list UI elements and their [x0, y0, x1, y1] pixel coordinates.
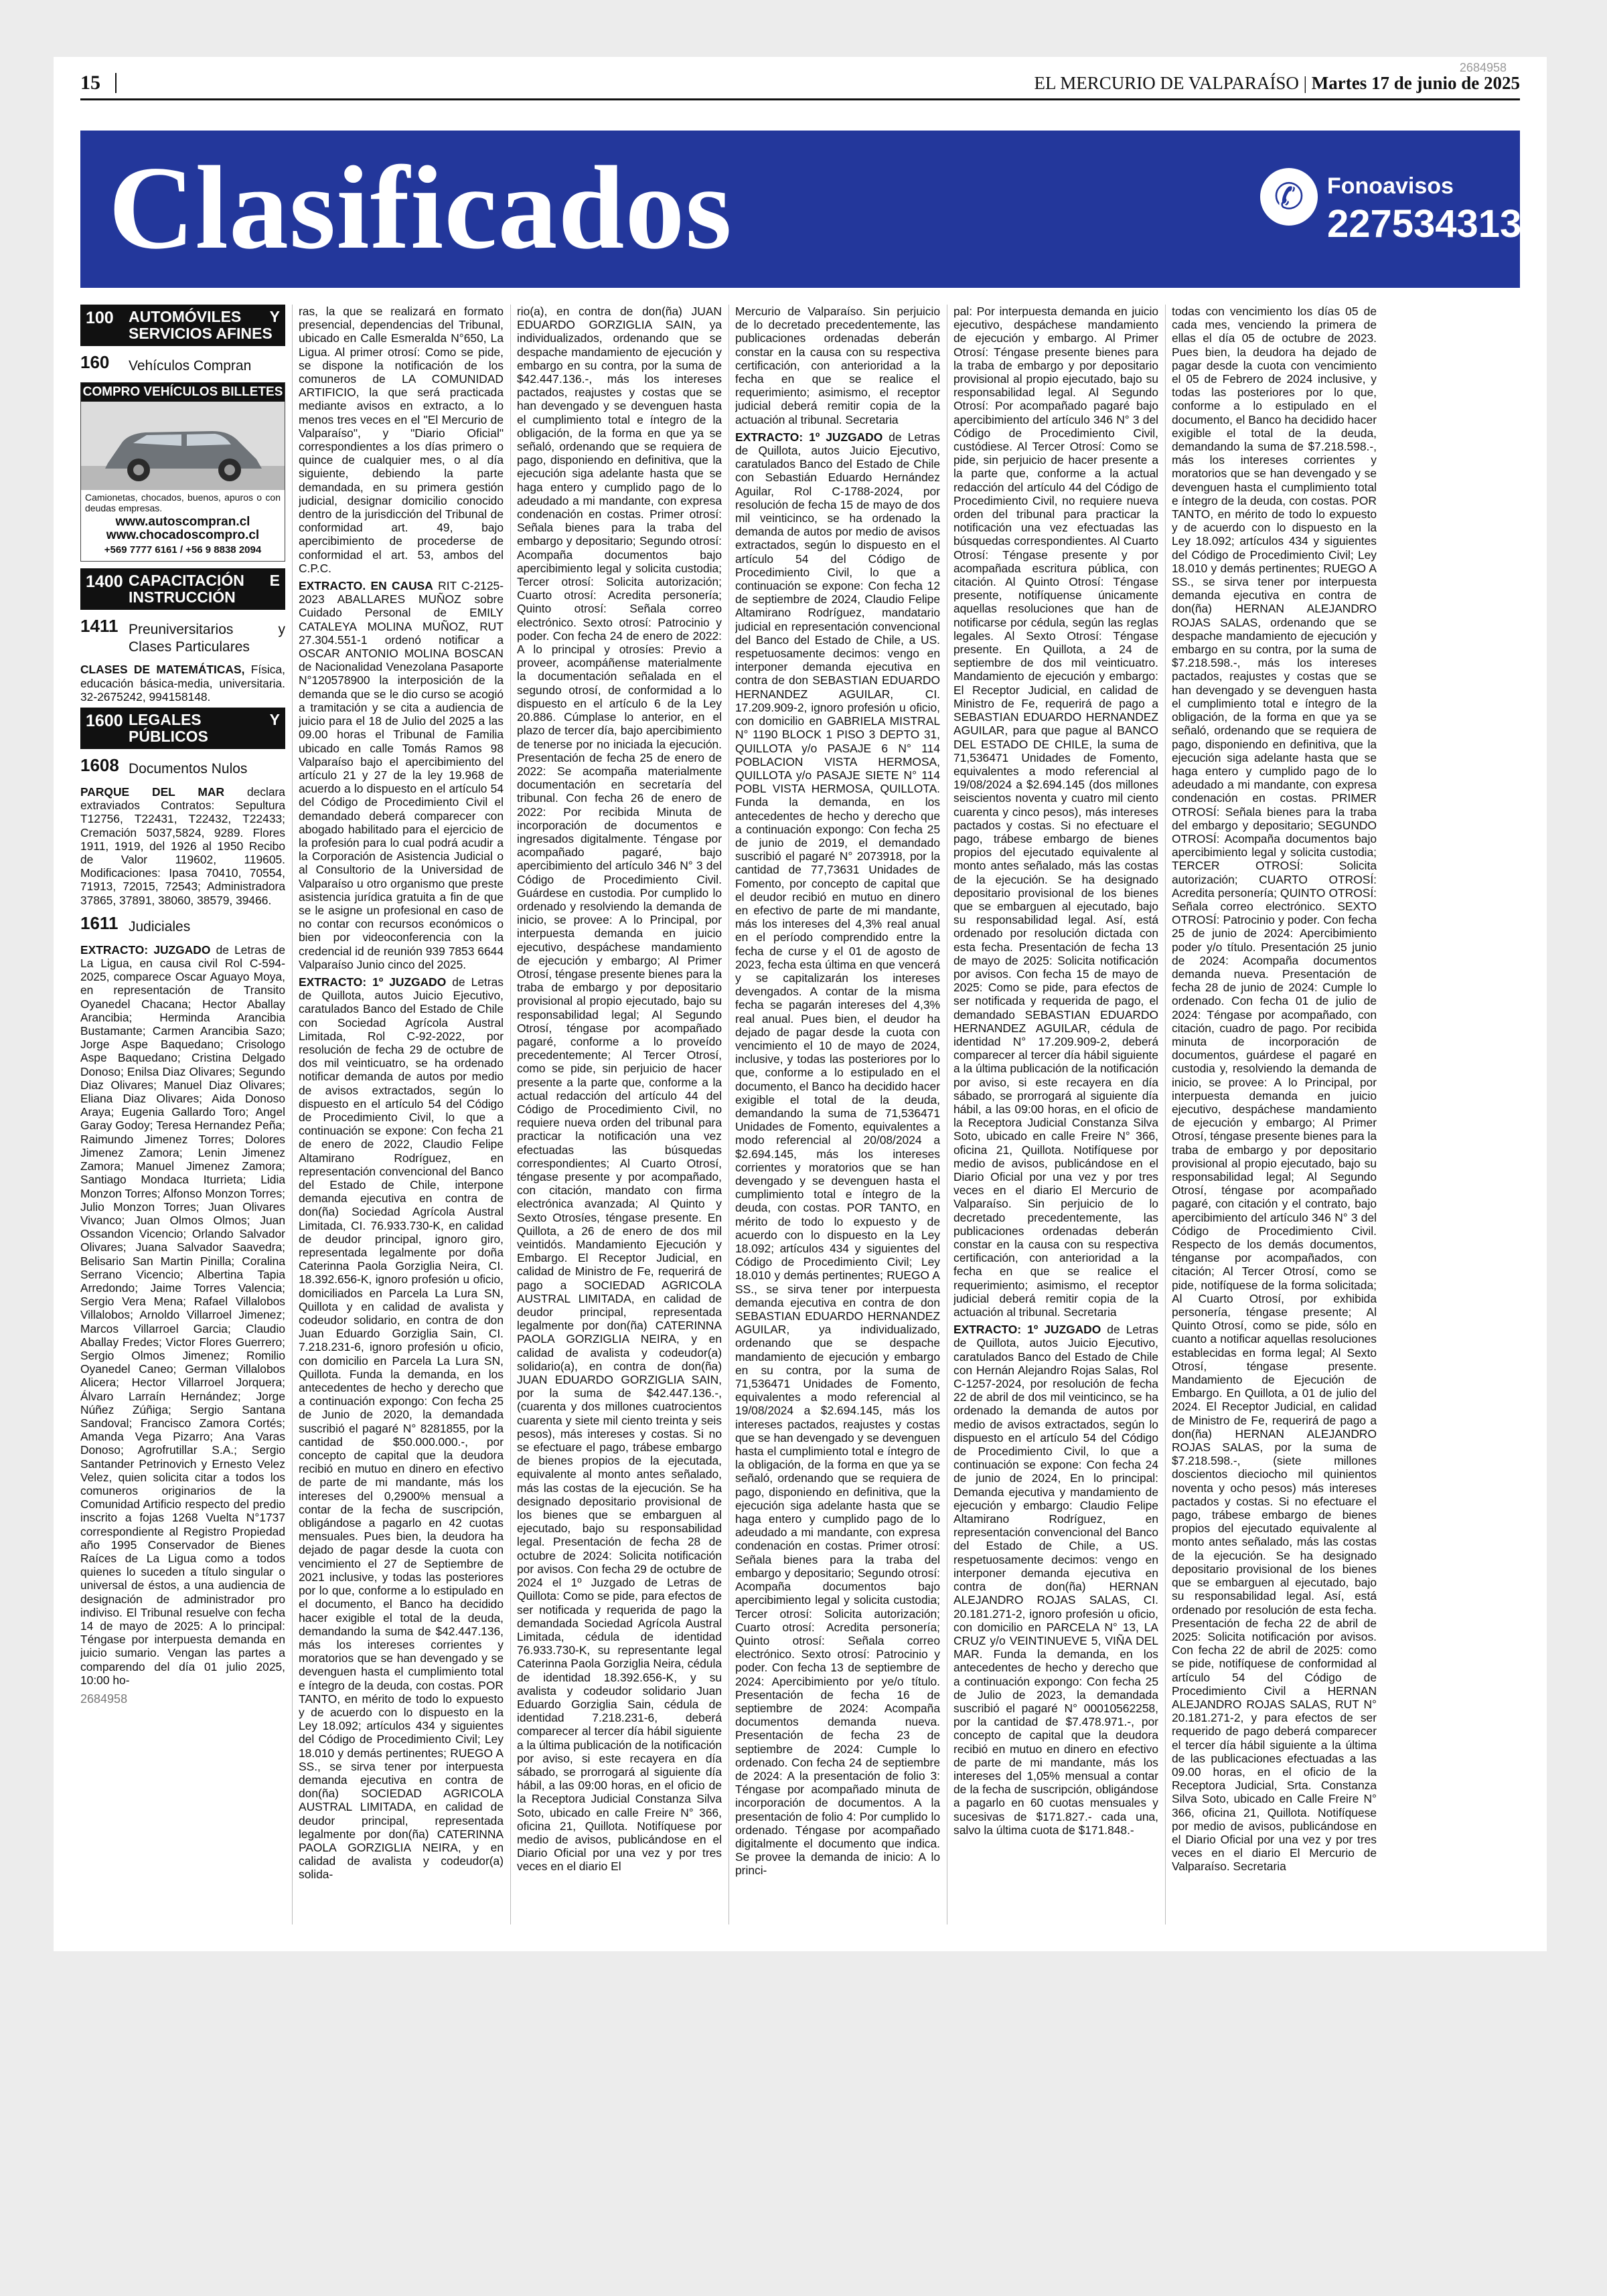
car-ad-url-1[interactable]: www.autoscompran.cl: [115, 515, 250, 529]
classified-columns: [80, 305, 1520, 1924]
column-2: [299, 305, 504, 1924]
column-4: [735, 305, 940, 1924]
page-header: [80, 72, 1520, 100]
notice-text: Mercurio de Valparaíso. Sin perjuicio de lo decretado precedentemente, las publicaciones ordenadas deberán constar en la causa con su respectiva certificación, con anterioridad a la fecha en que se realice el requerimiento; asimismo, el receptor judicial deberá remitir copia de la actuación al tribunal. Secretaria: [735, 305, 940, 426]
section-160-header: 160 Vehículos Compran: [80, 352, 252, 374]
clases-ad: CLASES DE MATEMÁTICAS, Física, educación básica-media, universitaria. 32-2675242, 994158148.: [80, 663, 285, 704]
extracto-quillota-3: EXTRACTO: 1º JUZGADO de Letras de Quillota, autos Juicio Ejecutivo, caratulados Banco del Estado de Chile con Hernán Alejandro Rojas Salas, Rol C-1257-2024, por resolución de fecha 22 de abril de dos mil veinticinco, se ha ordenado la demanda de autos por medio de avisos extractados, según lo dispuesto en el artículo 54 del Código de Procedimiento Civil, lo que a continuación se expone: Con fecha 24 de junio de 2024, En lo principal: Demanda ejecutiva y mandamiento de ejecución y embargo: Claudio Felipe Altamirano Rodríguez, en representación convencional del Banco del Estado de Chile, a US. respetuosamente decimos: vengo en interponer demanda ejecutiva en contra de don(ña) HERNAN ALEJANDRO ROJAS SALAS, CI. 20.181.271-2, ignoro profesión u oficio, con domicilio en PARCELA N° 13, LA CRUZ y/o VEINTINUEVE 5, VIÑA DEL MAR. Funda la demanda, en los antecedentes de hecho y derecho que a continuación expongo: Con fecha 25 de Julio de 2023, la demandada suscribió el pagaré N° 00010562258, por la cantidad de $7.478.971.-, por concepto de capital que la deudora recibió en mutuo en dinero en efectivo de parte de mi mandante, más los intereses del 1,05% mensual a contar de la fecha de suscripción, obligándose a pagarlo en 60 cuotas mensuales y sucesivas de $171.827.- cada una, salvo la última cuota de $171.848.-: [953, 1323, 1158, 1837]
car-photo-icon: [81, 402, 285, 490]
fonoavisos-number: 227534313: [1327, 202, 1522, 246]
notice-text: rio(a), en contra de don(ña) JUAN EDUARDO GORZIGLIA SAIN, ya individualizados, ordenando que se despache mandamiento de ejecución y embargo en su contra, por la suma de $42.447.136.-, más los intereses pactados, reajustes y costas que se han devengado y se devenguen hasta el cumplimiento total e íntegro de la obligación, de la forma en que ya se señaló, ordenando que se requiera de pago, disponiendo en definitiva, que la ejecución siga adelante hasta que se haga entero y cumplido pago de lo adeudado a mi mandante, con expresa condenación en costas. Primer otrosí: Señala bienes para la traba del embargo y depositario; Segundo otrosí: Acompaña documentos bajo apercibimiento legal y solicita custodia; Tercer otrosí: Solicita autorización; Cuarto otrosí: Acredita personería; Quinto otrosí: Señala correo electrónico. Sexto otrosí: Patrocinio y poder. Con fecha 24 de enero de 2022: A lo principal y otrosíes: Previo a proveer, acompáñense materialmente la documentación señalada en el segundo otrosí, de conformidad a lo dispuesto en el artículo 6 de la Ley 20.886. Cúmplase lo anterior, en el plazo de tercer día, bajo apercibimiento de tenerse por no iniciada la ejecución. Presentación de fecha 25 de enero de 2022: Se acompaña materialmente documentación en secretaría del tribunal. Con fecha 26 de enero de 2022: Por recibida Minuta de incorporación de documentos e ingresados digitalmente. Téngase por acompañado pagaré, bajo apercibimiento del artículo 346 N° 3 del Código de Procedimiento Civil. Guárdese en custodia. Por cumplido lo ordenado y resolviendo la demanda de inicio, se provee: A lo Principal, por interpuesta demanda en juicio ejecutivo, despáchese mandamiento de ejecución y embargo; Al Primer Otrosí, téngase presente bienes para la traba de embargo y por depositario provisional al propio ejecutado, bajo su responsabilidad legal; Al Segundo Otrosí, téngase por acompañado pagaré, conforme a lo proveído precedentemente; Al Tercer Otrosí, como se pide, sin perjuicio de hacer presente a la parte que, conforme a la actual redacción del artículo 44 del Código de Procedimiento Civil, no requiere nueva orden del tribunal para practicar la notificación una vez efectuadas las búsquedas correspondientes; Al Cuarto Otrosí, téngase presente y por acompañado, con citación, mandato con firma electrónica avanzada; Al Quinto y Sexto Otrosíes, téngase presente. En Quillota, a 26 de enero de dos mil veintidós. Mandamiento Ejecución y Embargo. El Receptor Judicial, en calidad de Ministro de Fe, requerirá de pago a SOCIEDAD AGRICOLA AUSTRAL LIMITADA, en calidad de deudor principal, representada legalmente por don(ña) CATERINNA PAOLA GORZIGLIA NEIRA, y en calidad de avalista y codeudor(a) solidario(a), en contra de don(ña) JUAN EDUARDO GORZIGLIA SAIN, por la suma de $42.447.136.-, (cuarenta y dos millones cuatrocientos cuarenta y siete mil ciento treinta y seis pesos), más intereses y costas. Si no se efectuare el pago, trábese embargo de bienes propios de la ejecutada, equivalente al monto antes señalado, más las costas de la ejecución. Se ha designado depositario provisional de los bienes que se embarguen al ejecutado, bajo su responsabilidad legal. Presentación de fecha 28 de octubre de 2024: Solicita notificación por avisos. Con fecha 29 de octubre de 2024 el 1º Juzgado de Letras de Quillota: Como se pide, para efectos de ser notificada y requerida de pago la demandada Sociedad Agrícola Austral Limitada, cédula de identidad 76.933.730-K, su representante legal Caterinna Paola Gorziglia Neira, cédula de identidad 18.392.656-K, y su avalista y codeudor solidario Juan Eduardo Gorziglia Sain, cédula de identidad 7.218.231-6, deberá comparecer al tercer día hábil siguiente a la última publicación de la notificación por aviso, si este recayera en día sábado, se prorrogará al siguiente día hábil, a las 09:00 horas, en el oficio de la Receptora Judicial Constanza Silva Soto, ubicado en calle Freire N° 366, oficina 21, Quillota. Notifíquese por medio de avisos, publicándose en el Diario Oficial por una vez y por tres veces en el diario El: [517, 305, 722, 1874]
extracto-quillota-1: EXTRACTO: 1º JUZGADO de Letras de Quillota, autos Juicio Ejecutivo, caratulados Banco del Estado de Chile con Sociedad Agrícola Austral Limitada, Rol C-92-2022, por resolución de fecha 29 de octubre de dos mil veinticuatro, se ha ordenado notificar demanda de autos por medio de avisos extractados, según lo dispuesto en el artículo 54 del Código de Procedimiento Civil, lo que a continuación se expone: Con fecha 21 de enero de 2022, Claudio Felipe Altamirano Rodríguez, en representación convencional del Banco del Estado de Chile, interpone demanda ejecutiva en contra de don(ña) Sociedad Agrícola Austral Limitada, CI. 76.933.730-K, en calidad de deudor principal, ignoro giro, representada legalmente por doña Caterinna Paola Gorziglia Neira, CI. 18.392.656-K, ignoro profesión u oficio, domiciliados en Parcela La Lura SN, Quillota y en calidad de avalista y codeudor solidario, en contra de don Juan Eduardo Gorziglia Sain, CI. 7.218.231-6, ignoro profesión u oficio, con domicilio en Parcela La Lura SN, Quillota. Funda la demanda, en los antecedentes de hecho y derecho que a continuación expongo: Con fecha 25 de Junio de 2020, la demandada suscribió el pagaré N° 8281855, por la cantidad de $50.000.000.-, por concepto de capital que la deudora recibió en mutuo en dinero en efectivo de parte de mi mandante, más los intereses del 0,2900% mensual a contar de la fecha de suscripción, obligándose a pagarlo en 42 cuotas mensuales. Pues bien, la deudora ha dejado de pagar desde la cuota con vencimiento el 27 de Septiembre de 2021 inclusive, y todas las posteriores por lo que, conforme a lo estipulado en el documento, el Banco ha decidido hacer exigible el total de la deuda, demandando la suma de $42.447.136, más los intereses corrientes y moratorios que se han devengado y se devenguen hasta el cumplimiento total e íntegro de la deuda, con costas. POR TANTO, en mérito de todo lo expuesto y de acuerdo con lo dispuesto en la Ley 18.092; artículos 434 y siguientes del Código de Procedimiento Civil; Ley 18.010 y demás pertinentes; RUEGO A SS., se sirva tener por interpuesta demanda ejecutiva en contra de don(ña) SOCIEDAD AGRICOLA AUSTRAL LIMITADA, en calidad de deudor principal, representada legalmente por don(ña) CATERINNA PAOLA GORZIGLIA NEIRA, y en calidad de avalista y codeudor(a) solida-: [299, 975, 504, 1882]
section-1608-header: 1608 Documentos Nulos: [80, 755, 248, 777]
column-1: [80, 305, 285, 1924]
newspaper-page: [54, 57, 1547, 1951]
nulos-notice: PARQUE DEL MAR declara extraviados Contratos: Sepultura T12756, T22431, T22432, T22433; Cremación 5037,5824, 9289. Flores 1911, 1919, del 1926 al 1950 Recibo de Valor 119602, 119605. Modificaciones: Ipasa 70410, 70554, 71913, 72015, 72543; Administradora 37865, 37891, 38060, 38579, 39466.: [80, 785, 285, 907]
car-ad-phones: +569 7777 6161 / +56 9 8838 2094: [104, 544, 262, 556]
extracto-quillota-2: EXTRACTO: 1º JUZGADO de Letras de Quillota, autos Juicio Ejecutivo, caratulados Banco del Estado de Chile con Sebastián Eduardo Hernández Aguilar, Rol C-1788-2024, por resolución de fecha 15 de mayo de dos mil veinticinco, se ha ordenado la demanda de autos por medio de avisos extractados, según lo dispuesto en el artículo 54 del Código de Procedimiento Civil, lo que a continuación se expone: Con fecha 12 de septiembre de 2024, Claudio Felipe Altamirano Rodríguez, mandatario judicial en representación convencional del Banco del Estado de Chile, a US. respetuosamente decimos: vengo en interponer demanda ejecutiva en contra de don SEBASTIAN EDUARDO HERNANDEZ AGUILAR, CI. 17.209.909-2, ignoro profesión u oficio, con domicilio en GABRIELA MISTRAL N° 1190 BLOCK 1 PISO 3 DEPTO 31, QUILLOTA y/o PASAJE 6 N° 114 POBLACION VISTA HERMOSA, QUILLOTA y/o PASAJE SIETE N° 114 POBL VISTA HERMOSA, QUILLOTA. Funda la demanda, en los antecedentes de hecho y derecho que a continuación expongo: Con fecha 25 de junio de 2019, el demandado suscribió el pagaré N° 2073918, por la cantidad de 77,73631 Unidades de Fomento, por concepto de capital que el deudor recibió en mutuo en dinero en efectivo de parte de mi mandante, más los intereses del 4,3% real anual en el período comprendido entre la fecha de curse y el 01 de agosto de 2023, fecha esta última en que vencerá y se capitalizarán los intereses devengados. A contar de la misma fecha se pagarán intereses del 4,3% real anual. Pues bien, el deudor ha dejado de pagar desde la cuota con vencimiento el 10 de mayo de 2024, inclusive, y todas las posteriores por lo que, conforme a lo estipulado en el documento, el Banco ha decidido hacer exigible el total de la deuda, demandando la suma de 71,536471 Unidades de Fomento, equivalentes a modo referencial al 20/08/2024 a $2.694.145, más los intereses corrientes y moratorios que se han devengado y se devenguen hasta el cumplimiento total e íntegro de la deuda, con costas. POR TANTO, en mérito de todo lo expuesto y de acuerdo con lo dispuesto en la Ley 18.092; artículos 434 y siguientes del Código de Procedimiento Civil; Ley 18.010 y demás pertinentes; RUEGO A SS., se sirva tener por interpuesta demanda ejecutiva en contra de don SEBASTIAN EDUARDO HERNANDEZ AGUILAR, ya individualizado, ordenando que se despache mandamiento de ejecución y embargo en su contra, por la suma de 71,536471 Unidades de Fomento, equivalentes a modo referencial al 19/08/2024 a $2.694.145, más los intereses pactados, reajustes y costas que se han devengado y se devenguen hasta el cumplimiento total e íntegro de la obligación, de la forma en que ya se señaló, ordenando que se requiera de pago, disponiendo en definitiva, que la ejecución siga adelante hasta que se haga entero y cumplido pago de lo adeudado a mi mandante, con expresa condenación en costas. Primer otrosí: Señala bienes para la traba del embargo y depositario; Segundo otrosí: Acompaña documentos bajo apercibimiento legal y solicita custodia; Tercer otrosí: Solicita autorización; Cuarto otrosí: Acredita personería; Quinto otrosí: Señala correo electrónico. Sexto otrosí: Patrocinio y poder. Con fecha 13 de septiembre de 2024: Apercibimiento por ye/o título. Presentación de fecha 16 de septiembre de 2024: Acompaña documentos demanda nueva. Presentación de fecha 23 de septiembre de 2024: Cumple lo ordenado. Con fecha 24 de septiembre de 2024: A la presentación de folio 3: Téngase por acompañado minuta de incorporación de documentos. A la presentación de folio 4: Por cumplido lo ordenado. Téngase por acompañado digitalmente el documento que indica. Se provee la demanda de inicio: A lo princi-: [735, 430, 940, 1878]
issue-date: Martes 17 de junio de 2025: [1311, 73, 1520, 93]
car-ad-url-2[interactable]: www.chocadoscompro.cl: [106, 528, 260, 543]
page-number: 15: [80, 72, 100, 94]
folio-id: 2684958: [1459, 61, 1507, 74]
car-ad-description: Camionetas, chocados, buenos, apuros o con deudas empresas.: [85, 492, 281, 514]
header-divider: [115, 73, 117, 93]
fonoavisos: [1260, 156, 1522, 263]
column-rule: [1165, 305, 1166, 1924]
column-rule: [510, 305, 511, 1924]
section-1400-header: 1400 CAPACITACIÓN E INSTRUCCIÓN: [80, 568, 285, 610]
fonoavisos-label: Fonoavisos: [1327, 173, 1454, 199]
paper-info: EL MERCURIO DE VALPARAÍSO | Martes 17 de junio de 2025: [1034, 73, 1520, 93]
car-ad-heading: COMPRO VEHÍCULOS BILLETES: [81, 383, 285, 402]
column-3: [517, 305, 722, 1924]
phone-icon: ✆: [1260, 168, 1318, 226]
section-1611-header: 1611 Judiciales: [80, 912, 191, 934]
column-rule: [292, 305, 293, 1924]
section-100-header: 100 AUTOMÓVILES Y SERVICIOS AFINES: [80, 305, 285, 346]
banner-title: Clasificados: [108, 141, 733, 274]
column-5: [953, 305, 1158, 1924]
section-1411-header: 1411 Preuniversitarios y Clases Particulares: [80, 616, 285, 655]
ad-code: 2684958: [80, 1692, 128, 1706]
section-1600-header: 1600 LEGALES Y PÚBLICOS: [80, 708, 285, 749]
clasificados-banner: [80, 131, 1520, 288]
notice-text: ras, la que se realizará en formato presencial, dependencias del Tribunal, ubicado en Calle Esmeralda N°650, La Ligua. Al primer otrosí: Como se pide, se dispone la notificación de los comuneros de LA COMUNIDAD ARTIFICIO, la que será practicada mediante avisos en extracto, a lo menos tres veces en el "El Mercurio de Valparaíso", y "Diario Oficial" correspondientes a los días primero o quince de cualquier mes, o al día siguiente, debiendo la parte demandada, en su primera gestión judicial, designar domicilio conocido dentro de la jurisdicción del Tribunal de conformidad art. 49, bajo apercibimiento de procederse de conformidad el art. 53, ambos del C.P.C.: [299, 305, 504, 575]
notice-text: pal: Por interpuesta demanda en juicio ejecutivo, despáchese mandamiento de ejecución y embargo. Al Primer Otrosí: Téngase presente bienes para la traba de embargo y por depositario provisional al propio ejecutado, bajo su responsabilidad legal. Al Segundo Otrosí: Por acompañado pagaré bajo apercibimiento del artículo 346 N° 3 del Código de Procedimiento Civil, custódiese. Al Tercer Otrosí: Como se pide, sin perjuicio de hacer presente a la parte que, conforme a la actual redacción del artículo 44 del Código de Procedimiento Civil, no requiere nueva orden del tribunal para practicar la notificación una vez efectuadas las búsquedas correspondientes. Al Cuarto Otrosí: Téngase presente y por acompañada escritura pública, con citación. Al Quinto Otrosí: Téngase presente, notifíquense únicamente aquellas resoluciones que han de notificarse por cédula, según las reglas legales. Al Sexto Otrosí: Téngase presente. En Quillota, a 24 de septiembre de dos mil veinticuatro. Mandamiento de ejecución y embargo: El Receptor Judicial, en calidad de Ministro de Fe, requerirá de pago a SEBASTIAN EDUARDO HERNANDEZ AGUILAR, para que pague al BANCO DEL ESTADO DE CHILE, la suma de 71,536471 Unidades de Fomento, equivalentes a modo referencial al 19/08/2024 a $2.694.145 (dos millones seiscientos noventa y cuatro mil ciento cuarenta y cinco pesos), más intereses pactados y costas. Si no efectuare el pago, trábese embargo de bienes propios del ejecutado equivalente al monto antes señalado, más las costas de la ejecución. Se ha designado depositario provisional de los bienes que se embarguen al ejecutado, bajo su responsabilidad legal. Así, está ordenado por resolución dictada con esta fecha. Presentación de fecha 13 de mayo de 2025: Solicita notificación por avisos. Con fecha 15 de mayo de 2025: Como se pide, para efectos de ser notificada y requerida de pago, el demandado SEBASTIAN EDUARDO HERNANDEZ AGUILAR, cédula de identidad N° 17.209.909-2, deberá comparecer al tercer día hábil siguiente a la última publicación de la notificación por aviso, si este recayera en día sábado, se prorrogará al siguiente día hábil, a las 09:00 horas, en el oficio de la Receptora Judicial Constanza Silva Soto, ubicado en calle Freire N° 366, oficina 21, Quillota. Notifíquese por medio de avisos, publicándose en el Diario Oficial por una vez y por tres veces en el diario El Mercurio de Valparaíso. Sin perjuicio de lo decretado precedentemente, las publicaciones ordenadas deberán constar en la causa con su respectiva certificación, con anterioridad a la fecha en que se realice el requerimiento; asimismo, el receptor judicial deberá remitir copia de la actuación al tribunal. Secretaria: [953, 305, 1158, 1319]
car-ad: [80, 382, 285, 562]
extracto-la-ligua: EXTRACTO: JUZGADO de Letras de La Ligua, en causa civil Rol C-594-2025, comparece Oscar Aguayo Moya, en representación de Transito Oyanedel Chacana; Hector Aballay Arancibia; Herminda Arancibia Bustamante; Carmen Arancibia Sazo; Jorge Aspe Baquedano; Crisologo Aspe Baquedano; Cristina Delgado Donoso; Enilsa Diaz Olivares; Segundo Diaz Olivares; Manuel Diaz Olivares; Eliana Diaz Olivares; Aida Donoso Araya; Eugenia Gallardo Toro; Angel Garay Godoy; Teresa Hernandez Peña; Raimundo Jimenez Torres; Dolores Jimenez Zamora; Lenin Jimenez Zamora; Manuel Jimenez Zamora; Santiago Mondaca Iturrieta; Lidia Monzon Torres; Alfonso Monzon Torres; Julio Monzon Torres; Juan Olivares Vivanco; Juan Olmos Olmos; Juan Ossandon Vicencio; Orlando Salvador Olivares; Juana Salvador Saavedra; Belisario San Martin Pinilla; Coralina Serrano Vicencio; Albertina Tapia Arredondo; Jaime Torres Valencia; Sergio Vera Mena; Rafael Villalobos Villalobos; Arnoldo Villarroel Jimenez; Marcos Villarroel Garcia; Claudio Aballay Fredes; Victor Flores Guerrero; Sergio Olmos Jimenez; Romilio Oyanedel Caneo; German Villalobos Alicera; Hector Villarroel Jorquera; Álvaro Larraín Hernández; Jorge Núñez Zúñiga; Sergio Santana Sandoval; Francisco Zamora Cortés; Amanda Vega Pizarro; Ana Varas Donoso; Agrofrutillar S.A.; Sergio Santander Petrinovich y Ernesto Velez Velez, quien solicita citar a todos los comuneros originarios de la Comunidad Artificio respecto del predio inscrito a fojas 1268 Vuelta N°1737 correspondiente al Registro Propiedad año 1995 Conservador de Bienes Raíces de La Ligua como a todos quienes lo suceden a título singular o universal de éstos, a una audiencia de designación de administrador pro indiviso. El Tribunal resuelve con fecha 14 de mayo de 2025: A lo principal: Téngase por interpuesta demanda en juicio sumario. Vengan las partes a comparendo del día 01 julio 2025, 10:00 ho-: [80, 942, 285, 1687]
car-image: [81, 402, 285, 490]
column-6: [1172, 305, 1377, 1924]
extracto-causa: EXTRACTO. EN CAUSA RIT C-2125-2023 ABALLARES MUÑOZ sobre Cuidado Personal de EMILY CATALEYA MOLINA MUÑOZ, RUT 27.304.551-1 ordenó notificar a OSCAR ANTONIO MOLINA BOSCAN de Nacionalidad Venezolana Pasaporte N°120578900 la interposición de la demanda que se le dio curso se acogió a tramitación y se cita a audiencia de juicio para el 18 de Julio del 2025 a las 09.00 horas el Tribunal de Familia ubicado en calle Tomás Ramos 98 Valparaíso bajo el apercibimiento del artículo 21 y 27 de la ley 19.968 de acuerdo a lo dispuesto en el artículo 54 del Código de Procedimiento Civil el demandado deberá comparecer con abogado habilitado para el ejercicio de la profesión para lo cual podrá acudir a la Corporación de Asistencia Judicial o al Consultorio de la Universidad de Valparaíso u otro organismo que preste asistencia jurídica gratuita a fin de que se le asigne un profesional en caso de no contar con recursos económicos o bien por videoconferencia con la credencial id de reunión 939 7853 6644 Valparaíso Junio cinco del 2025.: [299, 579, 504, 971]
newspaper-name: EL MERCURIO DE VALPARAÍSO: [1034, 73, 1299, 93]
notice-text: todas con vencimiento los días 05 de cada mes, venciendo la primera de ellas el día 05 de octubre de 2023. Pues bien, la deudora ha dejado de pagar desde la cuota con vencimiento el 05 de Febrero de 2024 inclusive, y todas las posteriores por lo que, conforme a lo estipulado en el documento, el Banco ha decidido hacer exigible el total de la deuda, demandando la suma de $7.218.598.-, más los intereses corrientes y moratorios que se han devengado y se devenguen hasta el cumplimiento total e íntegro de la deuda, con costas. POR TANTO, en mérito de todo lo expuesto y de acuerdo con lo dispuesto en la Ley 18.092; artículos 434 y siguientes del Código de Procedimiento Civil; Ley 18.010 y demás pertinentes; RUEGO A SS., se sirva tener por interpuesta demanda ejecutiva en contra de don(ña) HERNAN ALEJANDRO ROJAS SALAS, ordenando que se despache mandamiento de ejecución y embargo en su contra, por la suma de $7.218.598.-, más los intereses pactados, reajustes y costas que se han devengado y se devenguen hasta el cumplimiento total e íntegro de la obligación, de la forma en que ya se señaló, ordenando que se requiera de pago, disponiendo en definitiva, que la ejecución siga adelante hasta que se haga entero y cumplido pago de lo adeudado a mi mandante, con expresa condenación en costas. PRIMER OTROSÍ: Señala bienes para la traba del embargo y depositario; SEGUNDO OTROSÍ: Acompaña documentos bajo apercibimiento legal y solicita custodia; TERCER OTROSÍ: Solicita autorización; CUARTO OTROSÍ: Acredita personería; QUINTO OTROSÍ: Señala correo electrónico. SEXTO OTROSÍ: Patrocinio y poder. Con fecha 25 de junio de 2024: Apercibimiento poder y/o título. Presentación 25 junio de 2024: Acompaña documentos demanda nueva. Presentación de fecha 28 de junio de 2024: Cumple lo ordenado. Con fecha 01 de julio de 2024: Téngase por acompañado, con citación, cuadro de pago. Por recibida minuta de incorporación de documentos, guárdese el pagaré en custodia y, resolviendo la demanda de inicio, se provee: A lo Principal, por interpuesta demanda en juicio ejecutivo, despáchese mandamiento de ejecución y embargo; Al Primer Otrosí, téngase presente bienes para la traba de embargo y por depositario provisional al propio ejecutado, bajo su responsabilidad legal; Al Segundo Otrosí, téngase por acompañado pagaré, con citación y el contrato, bajo apercibimiento del artículo 346 N° 3 del Código de Procedimiento Civil. Respecto de los demás documentos, ténganse por acompañados, con citación; Al Tercer Otrosí, como se pide, notifíquese de la forma solicitada; Al Cuarto Otrosí, por exhibida personería, téngase presente; Al Quinto Otrosí, como se pide, sólo en cuanto a notificar aquellas resoluciones establecidas en forma legal; Al Sexto Otrosí, téngase presente. Mandamiento de Ejecución de Embargo. En Quillota, a 01 de julio del 2024. El Receptor Judicial, en calidad de Ministro de Fe, requerirá de pago a don(ña) HERNAN ALEJANDRO ROJAS SALAS, por la suma de $7.218.598.-, (siete millones doscientos dieciocho mil quinientos noventa y ocho pesos) más intereses pactados y costas. Si no efectuare el pago, trábese embargo de bienes propios del ejecutado equivalente al monto antes señalado, más las costas de la ejecución. Se ha designado depositario provisional de los bienes que se embarguen al ejecutado, bajo su responsabilidad legal. Así, está ordenado por resolución de esta fecha. Presentación de fecha 22 de abril de 2025: Solicita notificación por avisos. Con fecha 22 de abril de 2025: como se pide, notifíquese de conformidad al artículo 54 del Código de Procedimiento Civil a HERNAN ALEJANDRO ROJAS SALAS, RUT N° 20.181.271-2, y para efectos de ser requerido de pago deberá comparecer el tercer día hábil siguiente a la última de las publicaciones efectuadas a las 09.00 horas, en el oficio de la Receptora Judicial, Srta. Constanza Silva Soto, ubicado en Calle Freire N° 366, oficina 21, Quillota. Notifíquese por medio de avisos, publicándose en el Diario Oficial por una vez y por tres veces en el diario El Mercurio de Valparaíso. Secretaria: [1172, 305, 1377, 1874]
